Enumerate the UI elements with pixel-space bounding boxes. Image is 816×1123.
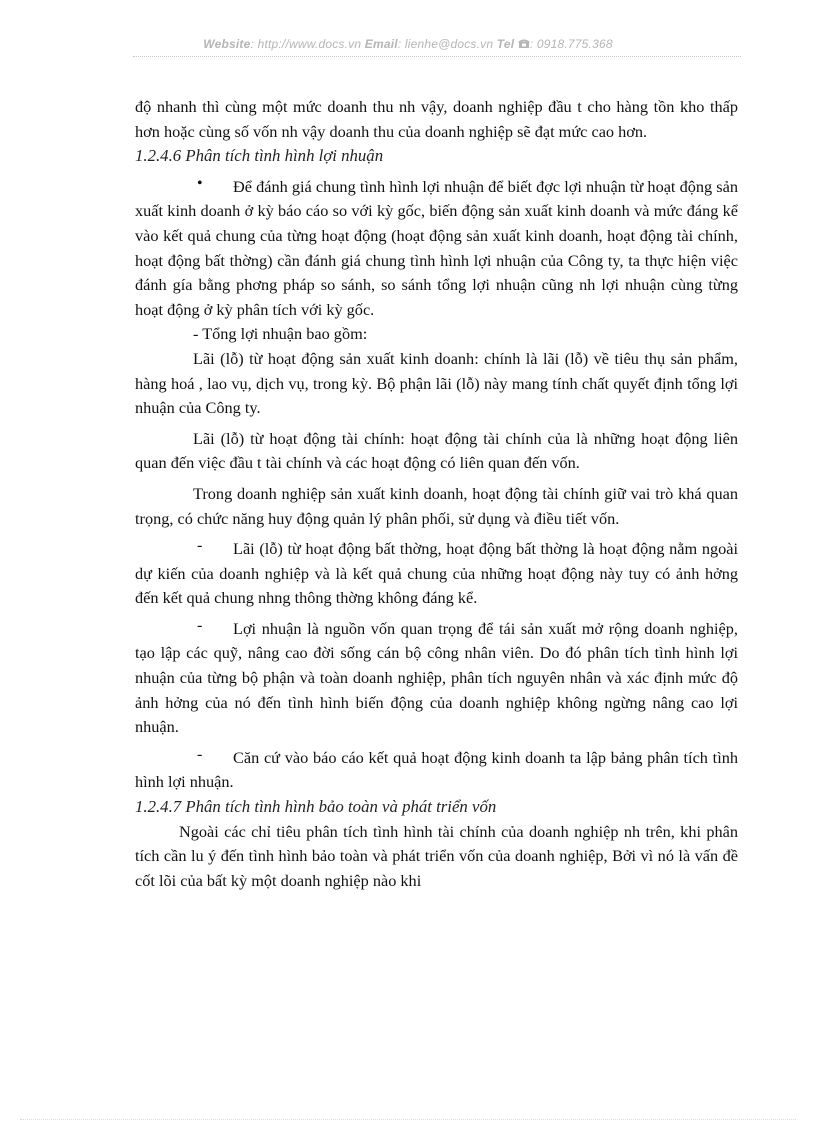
paragraph: Ngoài các chỉ tiêu phân tích tình hình tài chính của doanh nghiệp nh trên, khi phân tích cần lu ý đến tình hình bảo toàn và phát triển vốn của doanh nghiệp, Bởi vì nó là vấn đề cốt lõi của bất kỳ một doanh nghiệp nào khi bbox=[135, 821, 738, 890]
paragraph: độ nhanh thì cùng một mức doanh thu nh vậy, doanh nghiệp đầu t cho hàng tồn kho thấp hơn hoặc cùng số vốn nh vậy doanh thu của doanh nghiệp sẽ đạt mức cao hơn. bbox=[135, 97, 738, 141]
dash-paragraph bbox=[135, 537, 738, 611]
footer-divider bbox=[20, 1119, 796, 1120]
paragraph: Lợi nhuận là nguồn vốn quan trọng để tái sản xuất mở rộng doanh nghiệp, tạo lập các quỹ, nâng cao đời sống cán bộ công nhân viên. Do đó phân tích tình hình lợi nhuận của từng bộ phận và toàn doanh nghiệp, phân tích nguyên nhân và xác định mức độ ảnh hởng của nó đến tình hình biến động của doanh nghiệp không ngừng nâng cao lợi nhuận. bbox=[135, 618, 738, 737]
section-heading: 1.2.4.6 Phân tích tình hình lợi nhuận bbox=[135, 146, 384, 166]
website-label: Website bbox=[203, 37, 251, 51]
paragraph: Căn cứ vào báo cáo kết quả hoạt động kinh doanh ta lập bảng phân tích tình hình lợi nhuận. bbox=[135, 747, 738, 792]
header-divider bbox=[133, 56, 741, 57]
paragraph: Lãi (lỗ) từ hoạt động tài chính: hoạt động tài chính của là những hoạt động liên quan đến việc đầu t tài chính và các hoạt động có liên quan đến vốn. bbox=[135, 428, 738, 473]
paragraph: Trong doanh nghiệp sản xuất kinh doanh, hoạt động tài chính giữ vai trò khá quan trọng, có chức năng huy động quản lý phân phối, sử dụng và điều tiết vốn. bbox=[135, 483, 738, 528]
paragraph: Lãi (lỗ) từ hoạt động sản xuất kinh doanh: chính là lãi (lỗ) về tiêu thụ sản phẩm, hàng hoá , lao vụ, dịch vụ, trong kỳ. Bộ phận lãi (lỗ) này mang tính chất quyết định tổng lợi nhuận của Công ty. bbox=[135, 348, 738, 418]
website-value: : http://www.docs.vn bbox=[250, 37, 362, 51]
dash-paragraph bbox=[135, 617, 738, 740]
phone-icon bbox=[518, 38, 530, 49]
email-value: : lienhe@docs.vn bbox=[397, 37, 494, 51]
dash-marker: - bbox=[197, 745, 203, 763]
dash-marker: - bbox=[197, 616, 203, 634]
tel-value: : 0918.775.368 bbox=[529, 37, 613, 51]
bullet-paragraph bbox=[135, 175, 738, 323]
tel-label: Tel bbox=[496, 37, 515, 51]
page-header bbox=[0, 37, 816, 51]
paragraph: Lãi (lỗ) từ hoạt động bất thờng, hoạt động bất thờng là hoạt động nằm ngoài dự kiến của doanh nghiệp và là kết quả chung của những hoạt động này tuy có ảnh hởng đến kết quả chung nhng thông thờng không đáng kể. bbox=[135, 539, 738, 608]
dash-paragraph bbox=[135, 746, 738, 795]
bullet-marker: • bbox=[197, 174, 203, 192]
paragraph: - Tổng lợi nhuận bao gồm: bbox=[193, 324, 368, 344]
paragraph: Để đánh giá chung tình hình lợi nhuận để biết đợc lợi nhuận từ hoạt động sản xuất kinh doanh ở kỳ báo cáo so với kỳ gốc, biến động sản xuất kinh doanh và mức đáng kể vào kết quả chung của từng hoạt động (hoạt động sản xuất kinh doanh, hoạt động tài chính, hoạt động bất thờng) cần đánh giá chung tình hình lợi nhuận của Công ty, ta thực hiện việc đánh gía bằng phơng pháp so sánh, so sánh tổng lợi nhuận cũng nh lợi nhuận cùng từng hoạt động ở kỳ phân tích với kỳ gốc. bbox=[135, 176, 738, 319]
dash-marker: - bbox=[197, 537, 203, 555]
section-heading: 1.2.4.7 Phân tích tình hình bảo toàn và phát triển vốn bbox=[135, 797, 497, 817]
email-label: Email bbox=[364, 37, 398, 51]
document-body bbox=[135, 95, 738, 893]
